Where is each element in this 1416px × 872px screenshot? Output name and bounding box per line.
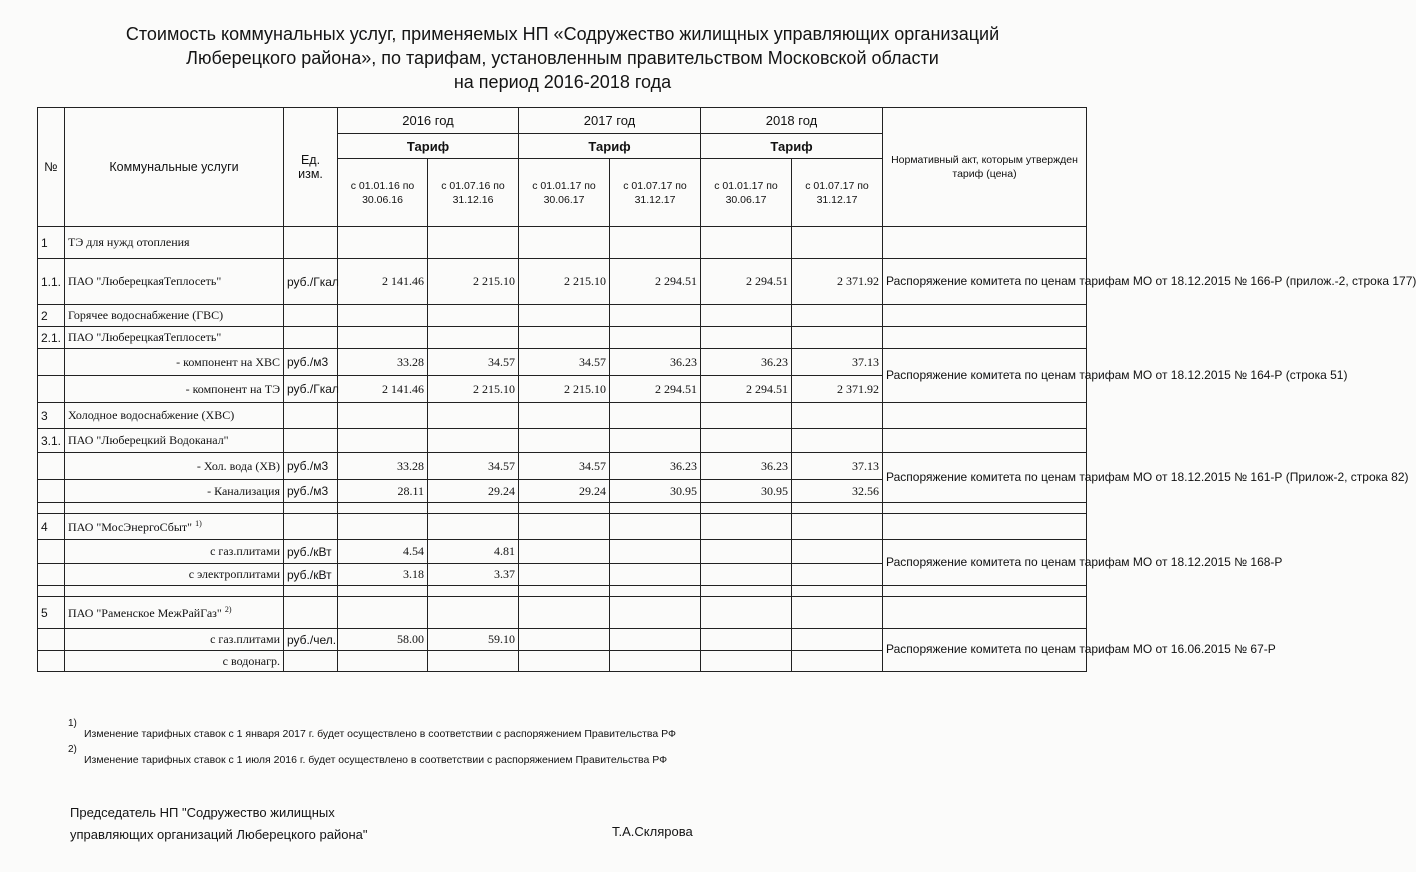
normative-act: Распоряжение комитета по ценам тарифам МО от 16.06.2015 № 67-Р: [883, 629, 1087, 672]
tariff-value: 3.18: [338, 564, 428, 586]
tariff-value: 3.37: [428, 564, 519, 586]
unit-cell: руб./Гкал: [284, 259, 338, 305]
provider-name: ПАО "ЛюберецкаяТеплосеть": [65, 327, 284, 349]
header-period: с 01.01.16 по 30.06.16: [338, 159, 428, 227]
normative-act: Распоряжение комитета по ценам тарифам МО от 18.12.2015 № 161-Р (Прилож-2, строка 82): [883, 453, 1087, 503]
header-period: с 01.01.17 по 30.06.17: [519, 159, 610, 227]
chairman-line-1: Председатель НП "Содружество жилищных: [70, 805, 335, 820]
component-name: с водонагр.: [65, 651, 284, 672]
footnote-ref: 1): [195, 518, 202, 528]
header-tariff-2018: Тариф: [701, 134, 883, 159]
tariff-value: 36.23: [701, 453, 792, 480]
tariff-value: 2 371.92: [792, 376, 883, 403]
header-period: с 01.07.17 по 31.12.17: [610, 159, 701, 227]
tariff-value: 34.57: [428, 349, 519, 376]
row-number: 3.1.: [38, 429, 65, 453]
tariff-value: 30.95: [701, 480, 792, 503]
tariff-value: 2 215.10: [428, 259, 519, 305]
row-number: 1.1.: [38, 259, 65, 305]
tariff-value: 2 215.10: [519, 259, 610, 305]
unit-cell: руб./кВт: [284, 540, 338, 564]
header-tariff-2016: Тариф: [338, 134, 519, 159]
chairman-line-2: управляющих организаций Люберецкого района": [70, 827, 368, 842]
tariff-value: 2 215.10: [519, 376, 610, 403]
header-year-2018: 2018 год: [701, 108, 883, 134]
tariff-value: 28.11: [338, 480, 428, 503]
section-title-text: ПАО "МосЭнергоСбыт": [68, 519, 193, 534]
provider-name: ПАО "ЛюберецкаяТеплосеть": [65, 259, 284, 305]
component-name: - компонент на ТЭ: [65, 376, 284, 403]
component-name: - Хол. вода (ХВ): [65, 453, 284, 480]
unit-cell: руб./м3: [284, 453, 338, 480]
header-year-2016: 2016 год: [338, 108, 519, 134]
table-row: [38, 597, 1087, 629]
tariff-value: 2 141.46: [338, 376, 428, 403]
unit-cell: руб./Гкал: [284, 376, 338, 403]
unit-cell: руб./м3: [284, 349, 338, 376]
tariff-table: [37, 107, 1416, 672]
header-period: с 01.07.17 по 31.12.17: [792, 159, 883, 227]
section-title: Горячее водоснабжение (ГВС): [65, 305, 284, 327]
tariff-value: 2 215.10: [428, 376, 519, 403]
title-line-3: на период 2016-2018 года: [453, 72, 672, 92]
tariff-value: 32.56: [792, 480, 883, 503]
tariff-value: 29.24: [519, 480, 610, 503]
component-name: с газ.плитами: [65, 629, 284, 651]
row-number: 5: [38, 597, 65, 629]
table-row: [38, 586, 1087, 597]
normative-act: Распоряжение комитета по ценам тарифам МО от 18.12.2015 № 164-Р (строка 51): [883, 349, 1087, 403]
header-year-2017: 2017 год: [519, 108, 701, 134]
tariff-value: 33.28: [338, 349, 428, 376]
component-name: с электроплитами: [65, 564, 284, 586]
table-row: [38, 503, 1087, 514]
component-name: - Канализация: [65, 480, 284, 503]
row-number: 2.1.: [38, 327, 65, 349]
tariff-value: 29.24: [428, 480, 519, 503]
document-title: [40, 22, 1085, 94]
section-title: [65, 514, 284, 540]
normative-act: Распоряжение комитета по ценам тарифам МО от 18.12.2015 № 168-Р: [883, 540, 1087, 586]
table-row: [38, 349, 1087, 376]
table-row: [38, 629, 1087, 651]
footnote-ref: 2): [224, 604, 232, 614]
tariff-value: 2 294.51: [610, 376, 701, 403]
section-title-text: ПАО "Раменское МежРайГаз": [68, 605, 222, 620]
section-title: ТЭ для нужд отопления: [65, 227, 284, 259]
signer-name: Т.А.Склярова: [612, 824, 693, 839]
tariff-value: 36.23: [610, 349, 701, 376]
footnote-mark: 2): [68, 744, 77, 755]
provider-name: ПАО "Люберецкий Водоканал": [65, 429, 284, 453]
footnote-mark: 1): [68, 718, 77, 729]
header-normative-act: Нормативный акт, которым утвержден тариф (цена): [883, 108, 1087, 227]
unit-cell: руб./м3: [284, 480, 338, 503]
tariff-value: 2 294.51: [701, 376, 792, 403]
row-number: 3: [38, 403, 65, 429]
row-number: 4: [38, 514, 65, 540]
row-number: 1: [38, 227, 65, 259]
tariff-value: 36.23: [610, 453, 701, 480]
component-name: - компонент на ХВС: [65, 349, 284, 376]
tariff-value: 37.13: [792, 453, 883, 480]
footnote-text: Изменение тарифных ставок с 1 января 2017 г. будет осуществлено в соответствии с распоряжением Правительства РФ: [84, 728, 676, 740]
tariff-value: 30.95: [610, 480, 701, 503]
header-service: Коммунальные услуги: [65, 108, 284, 227]
component-name: с газ.плитами: [65, 540, 284, 564]
tariff-value: 33.28: [338, 453, 428, 480]
footnote-text: Изменение тарифных ставок с 1 июля 2016 г. будет осуществлено в соответствии с распоряжением Правительства РФ: [84, 754, 668, 766]
section-title: [65, 597, 284, 629]
tariff-value: 59.10: [428, 629, 519, 651]
tariff-value: 34.57: [519, 453, 610, 480]
chairman-position: [70, 802, 367, 846]
unit-cell: руб./чел.: [284, 629, 338, 651]
tariff-value: 58.00: [338, 629, 428, 651]
unit-cell: руб./кВт: [284, 564, 338, 586]
tariff-value: 2 371.92: [792, 259, 883, 305]
header-tariff-2017: Тариф: [519, 134, 701, 159]
title-line-1: Стоимость коммунальных услуг, применяемых НП «Содружество жилищных управляющих организаций: [125, 24, 1000, 44]
tariff-value: 2 294.51: [610, 259, 701, 305]
normative-act: Распоряжение комитета по ценам тарифам МО от 18.12.2015 № 166-Р (прилож.-2, строка 177): [883, 259, 1087, 305]
table-row: [38, 259, 1087, 305]
title-line-2: Люберецкого района», по тарифам, установленным правительством Московской области: [186, 48, 939, 68]
tariff-value: 4.54: [338, 540, 428, 564]
table-row: [38, 514, 1087, 540]
tariff-value: 4.81: [428, 540, 519, 564]
tariff-value: 37.13: [792, 349, 883, 376]
header-unit: Ед. изм.: [284, 108, 338, 227]
tariff-value: 2 141.46: [338, 259, 428, 305]
table-row: [38, 227, 1087, 259]
tariff-value: 34.57: [428, 453, 519, 480]
tariff-value: 34.57: [519, 349, 610, 376]
table-row: [38, 327, 1087, 349]
tariff-value: 36.23: [701, 349, 792, 376]
tariff-value: 2 294.51: [701, 259, 792, 305]
section-title: Холодное водоснабжение (ХВС): [65, 403, 284, 429]
header-period: с 01.01.17 по 30.06.17: [701, 159, 792, 227]
table-row: [38, 453, 1087, 480]
table-row: [38, 403, 1087, 429]
table-row: [38, 429, 1087, 453]
row-number: 2: [38, 305, 65, 327]
header-period: с 01.07.16 по 31.12.16: [428, 159, 519, 227]
table-row: [38, 540, 1087, 564]
table-row: [38, 305, 1087, 327]
header-number: №: [38, 108, 65, 227]
